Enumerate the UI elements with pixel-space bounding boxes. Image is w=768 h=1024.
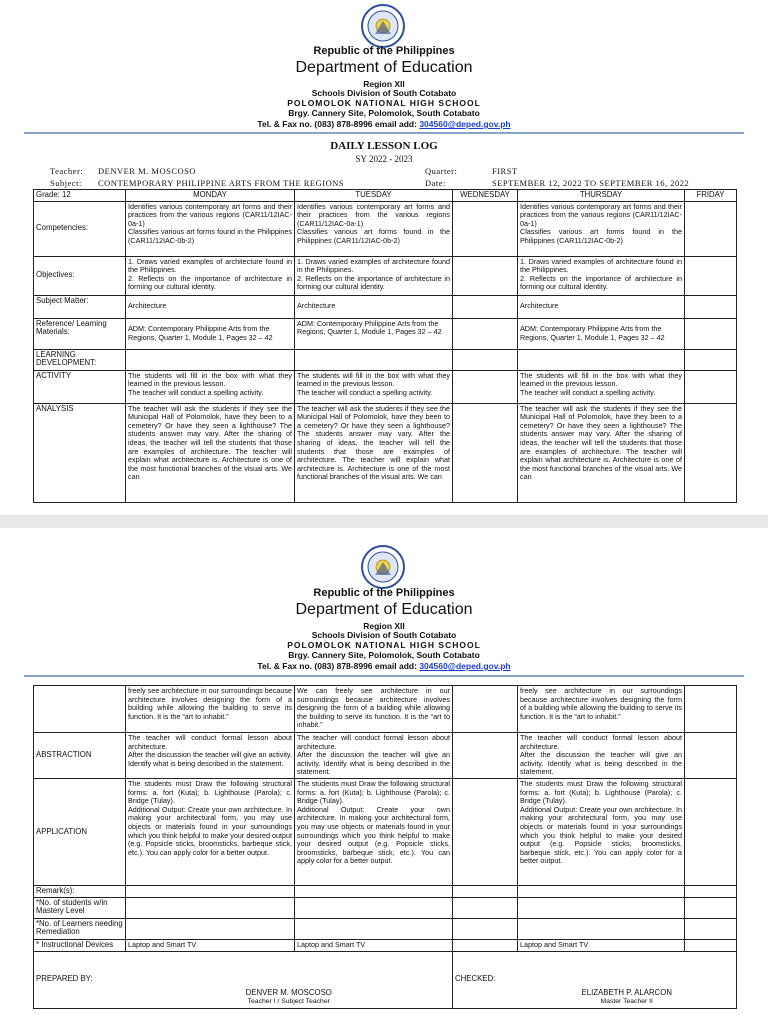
email-link[interactable]: 304560@deped.gov.ph [419, 119, 511, 129]
devices-monday: Laptop and Smart TV [126, 939, 295, 951]
remediation-label: *No. of Learners needing Remediation [34, 918, 126, 939]
reference-wednesday [453, 318, 518, 349]
reference-thursday: ADM: Contemporary Philippine Arts from the Regions, Quarter 1, Module 1, Pages 32 – 42 [518, 318, 685, 349]
devices-thursday: Laptop and Smart TV [518, 939, 685, 951]
school-year: SY 2022 - 2023 [355, 154, 413, 164]
objectives-friday [685, 256, 737, 295]
division-text: Schools Division of South Cotabato [311, 630, 457, 640]
subject-matter-wednesday [453, 295, 518, 318]
learning-development-row [34, 349, 737, 370]
application-row [34, 779, 737, 886]
reference-monday: ADM: Contemporary Philippine Arts from the Regions, Quarter 1, Module 1, Pages 32 – 42 [126, 318, 295, 349]
subject-matter-thursday: Architecture [518, 295, 685, 318]
devices-label: * Instructional Devices [34, 939, 126, 951]
analysis-monday: The teacher will ask the students if they see the Municipal Hall of Polomolok, have they been to a cemetery? Or have they seen a lighthouse? The students answer may vary. After the sharing of ideas, the teacher will tell the students that those are examples of architecture. The teacher will explain what architecture is. Architecture is one of the most functional branches of the visual arts. We can [128, 404, 292, 482]
analysis-continued-thursday: freely see architecture in our surroundings because architecture involves designing the form of a building while allowing the building to serve its function. It is the “art to inhabit.” [520, 687, 682, 721]
checked-role: Master Teacher II [600, 998, 653, 1005]
application-label: APPLICATION [34, 779, 126, 886]
day-thursday: THURSDAY [518, 190, 685, 202]
header-divider [24, 132, 744, 134]
region-text: Region XII [363, 621, 405, 631]
devices-tuesday: Laptop and Smart TV [295, 939, 453, 951]
lesson-log-table [33, 189, 737, 503]
objectives-thursday: 1. Draws varied examples of architecture found in the Philippines. 2. Reflects on the importance of architecture in forming our cultural identity. [520, 257, 682, 292]
abstraction-tuesday: The teacher will conduct formal lesson about architecture. After the discussion the teacher will give an activity. Identify what is being described in the statement. [297, 734, 450, 777]
mastery-row [34, 897, 737, 918]
teacher-name: DENVER M. MOSCOSO [98, 166, 196, 176]
remarks-label: Remark(s): [34, 886, 126, 898]
application-monday: The students must Draw the following structural forms: a. fort (Kuta); b. Lighthouse (Parola); c. Bridge (Tulay). Additional Output: Create your own architecture. In making your architectural form, you may use objects or materials found in your surroundings which you think helpful to make your desired output (e.g. Popsicle sticks, broomsticks, barbeque stick, etc.). You can apply color for a better output. [128, 780, 292, 857]
date-label: Date: [425, 178, 446, 188]
prepared-by-label: PREPARED BY: [34, 951, 126, 1008]
devices-row [34, 939, 737, 951]
activity-wednesday [453, 370, 518, 403]
remediation-row [34, 918, 737, 939]
competencies-row [34, 201, 737, 256]
analysis-label: ANALYSIS [34, 403, 126, 502]
subject-matter-label: Subject Matter: [34, 295, 126, 318]
objectives-tuesday: 1. Draws varied examples of architecture found in the Philippines. 2. Reflects on the importance of architecture in forming our cultural identity. [297, 257, 450, 292]
region-text: Region XII [363, 79, 405, 89]
grade-cell: Grade: 12 [34, 190, 126, 202]
activity-label: ACTIVITY [34, 370, 126, 403]
reference-friday [685, 318, 737, 349]
application-thursday: The students must Draw the following structural forms: a. fort (Kuta); b. Lighthouse (Parola); c. Bridge (Tulay). Additional Output: Create your own architecture. In making your architectural form, you may use objects or materials found in your surroundings which you think helpful to make your desired output (e.g. Popsicle sticks, broomsticks, barbeque stick, etc.). You can apply color for a better output. [520, 780, 682, 866]
subject-value: CONTEMPORARY PHILIPPINE ARTS FROM THE REGIONS [98, 178, 345, 188]
lesson-log-table-continued [33, 685, 737, 1009]
checked-label: CHECKED: [453, 951, 518, 1008]
subject-matter-tuesday: Architecture [295, 295, 453, 318]
analysis-continued-tuesday: We can freely see architecture in our surroundings because architecture involves designing the form of a building while allowing the building to serve its function. It is the “art to inhabit.” [297, 687, 450, 730]
contact-prefix: Tel. & Fax no. (083) 878-8996 email add: [257, 119, 417, 129]
competencies-friday [685, 201, 737, 256]
checked-name: ELIZABETH P. ALARCON [581, 988, 672, 998]
school-address: Brgy. Cannery Site, Polomolok, South Cotabato [288, 650, 480, 660]
reference-tuesday: ADM: Contemporary Philippine Arts from the Regions, Quarter 1, Module 1, Pages 32 – 42 [295, 318, 453, 349]
deped-seal-icon [361, 4, 405, 48]
checked-signature [520, 989, 735, 1006]
objectives-monday: 1. Draws varied examples of architecture found in the Philippines. 2. Reflects on the importance of architecture in forming our cultural identity. [128, 257, 292, 292]
analysis-wednesday [453, 403, 518, 502]
remarks-row [34, 886, 737, 898]
day-header-row [34, 190, 737, 202]
email-link[interactable]: 304560@deped.gov.ph [419, 661, 511, 671]
abstraction-thursday: The teacher will conduct formal lesson about architecture. After the discussion the teacher will give an activity. Identify what is being described in the statement. [520, 734, 682, 777]
analysis-tuesday: The teacher will ask the students if they see the Municipal Hall of Polomolok, have they been to a cemetery? Or have they seen a lighthouse? The students answer may vary. After the sharing of ideas, the teacher will tell the students that those are examples of architecture. The teacher will explain what architecture is. Architecture is one of the most functional branches of the visual arts. We can [297, 404, 450, 482]
analysis-thursday: The teacher will ask the students if they see the Municipal Hall of Polomolok, have they been to a cemetery? Or have they seen a lighthouse? The students answer may vary. After the sharing of ideas, the teacher will tell the students that those are examples of architecture. The teacher will explain what architecture is. Architecture is one of the most functional branches of the visual arts. We can [520, 404, 682, 482]
learning-development-label: LEARNING DEVELOPMENT: [34, 349, 126, 370]
contact-line [0, 661, 768, 671]
analysis-continued-row [34, 686, 737, 733]
day-tuesday: TUESDAY [295, 190, 453, 202]
prepared-signature [128, 989, 451, 1006]
contact-line [0, 119, 768, 129]
activity-tuesday: The students will fill in the box with what they learned in the previous lesson. The teacher will conduct a spelling activity. [297, 371, 450, 397]
competencies-label: Competencies: [34, 201, 126, 256]
analysis-row [34, 403, 737, 502]
division-text: Schools Division of South Cotabato [311, 88, 457, 98]
prepared-name: DENVER M. MOSCOSO [245, 988, 332, 998]
activity-thursday: The students will fill in the box with what they learned in the previous lesson. The teacher will conduct a spelling activity. [520, 371, 682, 397]
date-value: SEPTEMBER 12, 2022 TO SEPTEMBER 16, 2022 [492, 178, 690, 188]
republic-heading: Republic of the Philippines [313, 45, 455, 57]
document-page-2 [0, 528, 768, 1024]
mastery-label: *No. of students w/in Mastery Level [34, 897, 126, 918]
page-gap [0, 515, 768, 528]
application-tuesday: The students must Draw the following structural forms: a. fort (Kuta); b. Lighthouse (Parola); c. Bridge (Tulay). Additional Output: Create your own architecture. In making your architectural form, you may use objects or materials found in your surroundings which you think helpful to make your desired output (e.g. Popsicle sticks, broomsticks, barbeque stick, etc.). You can apply color for a better output. [297, 780, 450, 866]
analysis-friday [685, 403, 737, 502]
teacher-label: Teacher: [50, 166, 84, 176]
log-title: DAILY LESSON LOG [330, 140, 438, 152]
republic-heading: Republic of the Philippines [313, 587, 455, 599]
header-divider [24, 675, 744, 677]
activity-friday [685, 370, 737, 403]
day-friday: FRIDAY [685, 190, 737, 202]
department-heading: Department of Education [295, 601, 473, 618]
activity-row [34, 370, 737, 403]
school-address: Brgy. Cannery Site, Polomolok, South Cotabato [288, 108, 480, 118]
day-monday: MONDAY [126, 190, 295, 202]
reference-label: Reference/ Learning Materials: [34, 318, 126, 349]
abstraction-label: ABSTRACTION [34, 733, 126, 779]
activity-monday: The students will fill in the box with what they learned in the previous lesson. The teacher will conduct a spelling activity. [128, 371, 292, 397]
reference-row [34, 318, 737, 349]
competencies-tuesday: Identifies various contemporary art forms and their practices from the various regions (CAR11/12IAC-0a-1) Classifies various art forms found in the Philippines (CAR11/12IAC-0b-2) [297, 202, 450, 245]
abstraction-row [34, 733, 737, 779]
competencies-wednesday [453, 201, 518, 256]
school-name: POLOMOLOK NATIONAL HIGH SCHOOL [287, 98, 481, 108]
objectives-row [34, 256, 737, 295]
competencies-monday: Identifies various contemporary art forms and their practices from the various regions (CAR11/12IAC-0a-1) Classifies various art forms found in the Philippines (CAR11/12IAC-0b-2) [128, 202, 292, 245]
department-heading: Department of Education [295, 59, 473, 76]
subject-matter-row [34, 295, 737, 318]
subject-label: Subject: [50, 178, 82, 188]
analysis-continued-label [34, 686, 126, 733]
objectives-wednesday [453, 256, 518, 295]
quarter-value: FIRST [492, 166, 518, 176]
deped-seal-icon [361, 545, 405, 589]
signature-row [34, 951, 737, 1008]
prepared-role: Teacher I / Subject Teacher [247, 998, 330, 1005]
quarter-label: Quarter: [425, 166, 458, 176]
subject-matter-friday [685, 295, 737, 318]
analysis-continued-monday: freely see architecture in our surroundings because architecture involves designing the form of a building while allowing the building to serve its function. It is the “art to inhabit.” [128, 687, 292, 721]
subject-matter-monday: Architecture [126, 295, 295, 318]
school-name: POLOMOLOK NATIONAL HIGH SCHOOL [287, 640, 481, 650]
competencies-thursday: Identifies various contemporary art forms and their practices from the various regions (CAR11/12IAC-0a-1) Classifies various art forms found in the Philippines (CAR11/12IAC-0b-2) [520, 202, 682, 245]
objectives-label: Objectives: [34, 256, 126, 295]
contact-prefix: Tel. & Fax no. (083) 878-8996 email add: [257, 661, 417, 671]
day-wednesday: WEDNESDAY [453, 190, 518, 202]
abstraction-monday: The teacher will conduct formal lesson about architecture. After the discussion the teacher will give an activity. Identify what is being described in the statement. [128, 734, 292, 768]
